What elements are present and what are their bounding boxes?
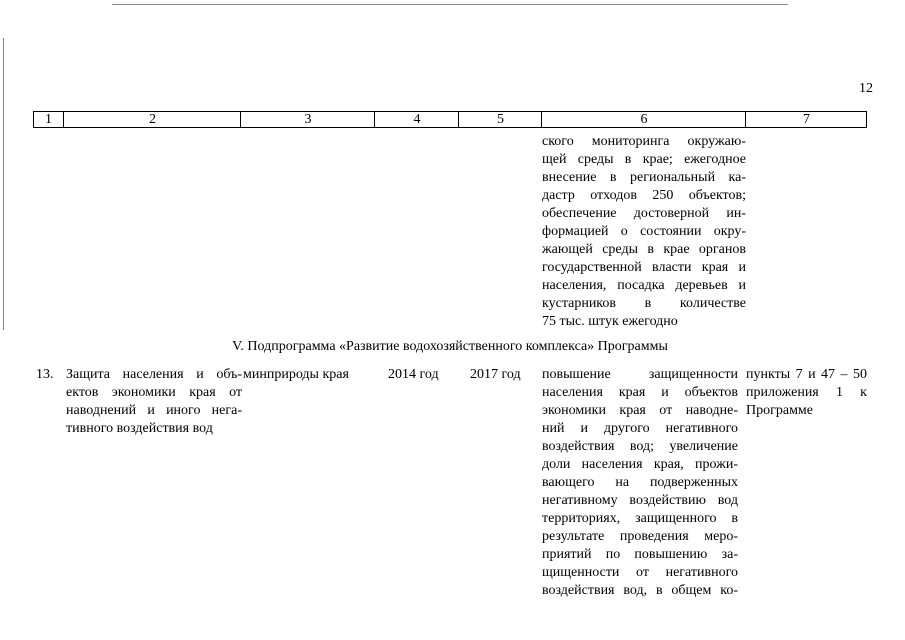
text-line: воздействия вод; увеличение: [542, 439, 738, 454]
text-line: щищенности от негативного: [542, 565, 738, 580]
row13-col5: 2017 год: [470, 367, 521, 382]
header-col-3: 3: [240, 112, 375, 127]
header-col-1: 1: [45, 112, 52, 127]
text-line: пункты 7 и 47 – 50: [746, 367, 867, 382]
section-title: V. Подпрограмма «Развитие водохозяйственного комплекса» Программы: [232, 339, 668, 354]
text-line: Программе: [746, 403, 813, 418]
scan-edge-top: [112, 4, 788, 5]
text-line: ний и другого негативного: [542, 421, 738, 436]
row13-col3: минприроды края: [243, 367, 349, 382]
text-line: повышение защищенности: [542, 367, 738, 382]
row13-col4: 2014 год: [388, 367, 439, 382]
text-line: жающей среды в крае органов: [542, 242, 746, 257]
text-line: территориях, защищенного в: [542, 511, 738, 526]
header-col-7: 7: [745, 112, 867, 127]
header-col-2: 2: [63, 112, 241, 127]
text-line: кустарников в количестве: [542, 296, 746, 311]
header-col-5: 5: [458, 112, 542, 127]
text-line: экономики края от наводне-: [542, 403, 738, 418]
header-col-4: 4: [374, 112, 459, 127]
table-header-row: [33, 111, 867, 128]
scan-edge-left: [3, 38, 4, 330]
text-line: формацией о состоянии окру-: [542, 224, 746, 239]
text-line: негативному воздействию вод: [542, 493, 738, 508]
text-line: воздействия вод, в общем ко-: [542, 583, 738, 598]
text-line: населения, посадка деревьев и: [542, 278, 746, 293]
text-line: Защита населения и объ-: [66, 367, 242, 382]
text-line: приятий по повышению за-: [542, 547, 738, 562]
text-line: ектов экономики края от: [66, 385, 242, 400]
row13-col6: [542, 366, 738, 600]
text-line: результате проведения меро-: [542, 529, 738, 544]
row13-number: 13.: [36, 367, 54, 382]
text-line: государственной власти края и: [542, 260, 746, 275]
text-line: тивного воздействия вод: [66, 421, 213, 436]
text-line: внесение в региональный ка-: [542, 170, 746, 185]
continuation-col6: [542, 133, 746, 331]
text-line: наводнений и иного нега-: [66, 403, 242, 418]
text-line: обеспечение достоверной ин-: [542, 206, 746, 221]
text-line: ского мониторинга окружаю-: [542, 134, 746, 149]
text-line: доли населения края, прожи-: [542, 457, 738, 472]
header-col-6: 6: [541, 112, 746, 127]
text-line: приложения 1 к: [746, 385, 867, 400]
text-line: населения края и объектов: [542, 385, 738, 400]
text-line: 75 тыс. штук ежегодно: [542, 314, 678, 329]
text-line: вающего на подверженных: [542, 475, 738, 490]
text-line: дастр отходов 250 объектов;: [542, 188, 746, 203]
text-line: щей среды в крае; ежегодное: [542, 152, 746, 167]
row13-col2: [66, 366, 242, 438]
row13-col7: [746, 366, 867, 420]
page-number: 12: [859, 81, 873, 96]
